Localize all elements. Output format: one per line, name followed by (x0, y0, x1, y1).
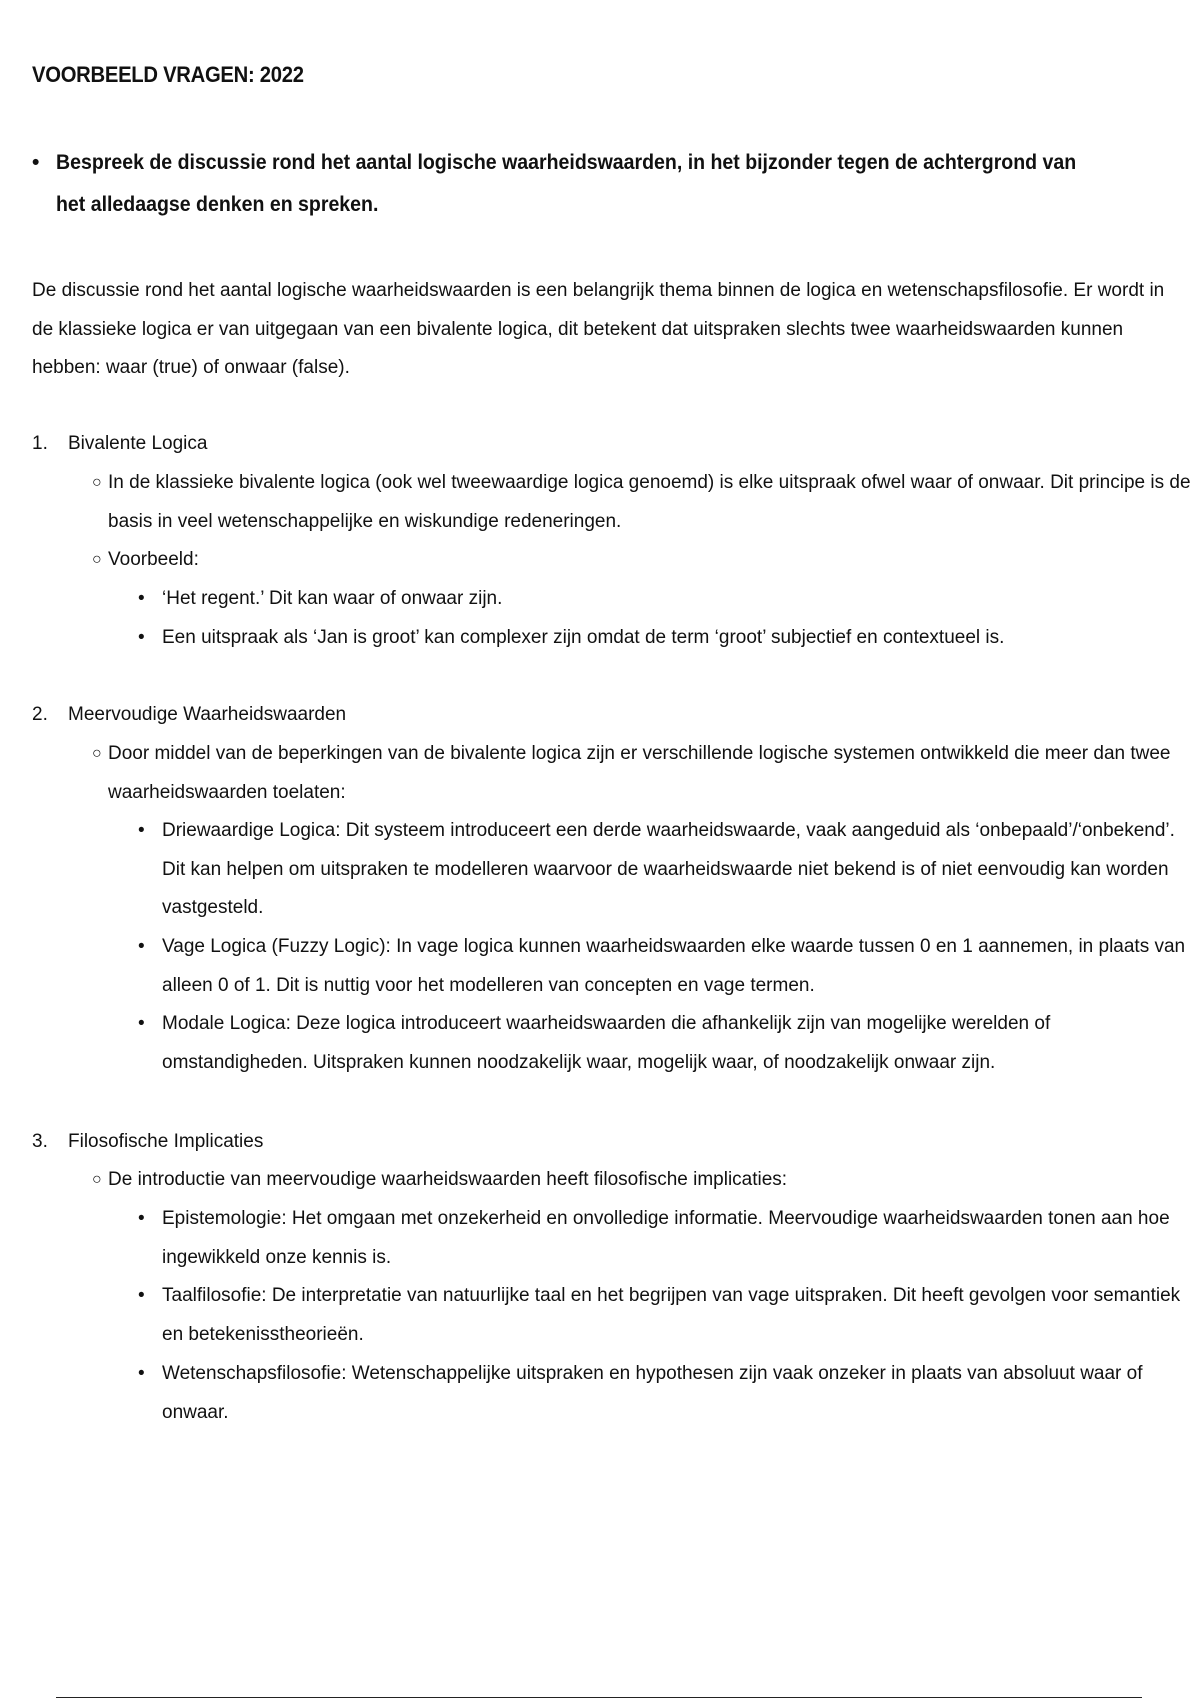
intro-paragraph: De discussie rond het aantal logische waarheidswaarden is een belangrijk thema binnen de logica en wetenschapsfilosofie. Er wordt in de klassieke logica er van uitgegaan van een bivalente logica, dit betekent dat uitspraken slechts twee waarheidswaarden kunnen hebben: waar (true) of onwaar (false). (32, 280, 1165, 378)
section-1-sub-2-text: Voorbeeld: (108, 549, 199, 570)
circle-bullet-icon: ○ (92, 1171, 102, 1188)
section-2-sub-1 (92, 735, 1192, 812)
question-bullet: • (32, 151, 40, 174)
section-1-sub-2 (92, 541, 1192, 580)
section-3-item-1-text: Epistemologie: Het omgaan met onzekerheid en onvolledige informatie. Meervoudige waarheidswaarden tonen aan hoe ingewikkeld onze kennis is. (162, 1208, 1170, 1268)
page-title: VOORBEELD VRAGEN: 2022 (32, 62, 304, 87)
section-2-item-3 (138, 1005, 1188, 1082)
footer-divider (56, 1697, 1142, 1698)
section-2-item-2 (138, 928, 1188, 1005)
section-1-item-2 (138, 619, 1188, 658)
section-1-item-1-text: ‘Het regent.’ Dit kan waar of onwaar zijn. (162, 588, 503, 609)
bullet-icon: • (138, 627, 145, 648)
section-2-title: Meervoudige Waarheidswaarden (68, 704, 347, 725)
question-text: Bespreek de discussie rond het aantal logische waarheidswaarden, in het bijzonder tegen de achtergrond van het alledaagse denken en spreken. (56, 151, 1077, 216)
section-2-heading (32, 700, 346, 730)
section-3-item-2-text: Taalfilosofie: De interpretatie van natuurlijke taal en het begrijpen van vage uitspraken. Dit heeft gevolgen voor semantiek en betekenisstheorieën. (162, 1285, 1181, 1345)
section-3-item-3 (138, 1355, 1188, 1432)
section-3-item-1 (138, 1200, 1188, 1277)
bullet-icon: • (138, 1363, 145, 1384)
bullet-icon: • (138, 936, 145, 957)
section-1-item-1 (138, 580, 1188, 619)
bullet-icon: • (138, 1285, 145, 1306)
section-3-item-3-text: Wetenschapsfilosofie: Wetenschappelijke uitspraken en hypothesen zijn vaak onzeker in plaats van absoluut waar of onwaar. (162, 1363, 1143, 1423)
section-2-item-1-text: Driewaardige Logica: Dit systeem introduceert een derde waarheidswaarde, vaak aangeduid als ‘onbepaald’/‘onbekend’. Dit kan helpen om uitspraken te modelleren waarvoor de waarheidswaarde niet bekend is of niet eenvoudig kan worden vastgesteld. (162, 820, 1175, 918)
section-3-item-2 (138, 1277, 1188, 1354)
circle-bullet-icon: ○ (92, 474, 102, 491)
section-3-sub-1-text: De introductie van meervoudige waarheidswaarden heeft filosofische implicaties: (108, 1169, 788, 1190)
circle-bullet-icon: ○ (92, 551, 102, 568)
section-2-item-1 (138, 812, 1188, 928)
bullet-icon: • (138, 1208, 145, 1229)
bullet-icon: • (138, 588, 145, 609)
section-2-item-3-text: Modale Logica: Deze logica introduceert waarheidswaarden die afhankelijk zijn van mogelijke werelden of omstandigheden. Uitspraken kunnen noodzakelijk waar, mogelijk waar, of noodzakelijk onwaar zijn. (162, 1013, 1051, 1073)
section-1-number: 1. (32, 433, 48, 454)
section-2-item-2-text: Vage Logica (Fuzzy Logic): In vage logica kunnen waarheidswaarden elke waarde tussen 0 en 1 aannemen, in plaats van alleen 0 of 1. Dit is nuttig voor het modelleren van concepten en vage termen. (162, 936, 1186, 996)
section-3-sub-1 (92, 1161, 1192, 1200)
section-3-heading (32, 1127, 263, 1157)
section-2-number: 2. (32, 704, 48, 725)
section-3-number: 3. (32, 1131, 48, 1152)
bullet-icon: • (138, 1013, 145, 1034)
bullet-icon: • (138, 820, 145, 841)
exam-question (32, 142, 1182, 226)
section-1-sub-1-text: In de klassieke bivalente logica (ook wel tweewaardige logica genoemd) is elke uitspraak ofwel waar of onwaar. Dit principe is de basis in veel wetenschappelijke en wiskundige redeneringen. (108, 472, 1191, 532)
section-1-heading (32, 429, 207, 459)
section-1-title: Bivalente Logica (68, 433, 208, 454)
section-1-sub-1 (92, 464, 1192, 541)
section-3-title: Filosofische Implicaties (68, 1131, 264, 1152)
section-1-item-2-text: Een uitspraak als ‘Jan is groot’ kan complexer zijn omdat de term ‘groot’ subjectief en contextueel is. (162, 627, 1005, 648)
circle-bullet-icon: ○ (92, 745, 102, 762)
section-2-sub-1-text: Door middel van de beperkingen van de bivalente logica zijn er verschillende logische systemen ontwikkeld die meer dan twee waarheidswaarden toelaten: (108, 743, 1171, 803)
